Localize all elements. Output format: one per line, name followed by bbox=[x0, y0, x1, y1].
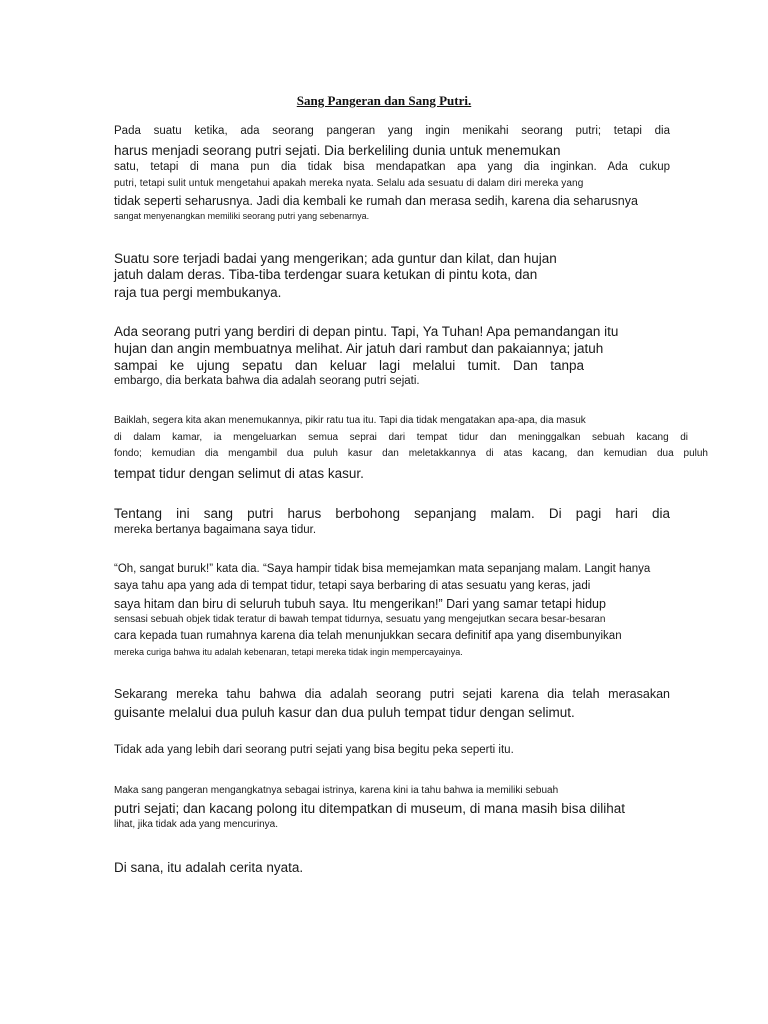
paragraph-4-line-2: di dalam kamar, ia mengeluarkan semua seprai dari tempat tidur dan meninggalkan sebuah kacang di bbox=[114, 432, 688, 443]
paragraph-6-line-4: sensasi sebuah objek tidak teratur di bawah tempat tidurnya, sesuatu yang mengejutkan secara besar-besaran bbox=[114, 614, 606, 625]
paragraph-1-line-2: harus menjadi seorang putri sejati. Dia berkeliling dunia untuk menemukan bbox=[114, 143, 561, 158]
paragraph-9-line-1: Maka sang pangeran mengangkatnya sebagai istrinya, karena kini ia tahu bahwa ia memiliki sebuah bbox=[114, 785, 559, 796]
paragraph-6-line-3: saya hitam dan biru di seluruh tubuh saya. Itu mengerikan!” Dari yang samar tetapi hidup bbox=[114, 597, 606, 611]
paragraph-5-line-2: mereka bertanya bagaimana saya tidur. bbox=[114, 524, 317, 536]
paragraph-9-line-3: lihat, jika tidak ada yang mencurinya. bbox=[114, 819, 278, 830]
paragraph-9-line-2: putri sejati; dan kacang polong itu ditempatkan di museum, di mana masih bisa dilihat bbox=[114, 801, 626, 816]
paragraph-4-line-4: tempat tidur dengan selimut di atas kasur. bbox=[114, 466, 364, 481]
paragraph-7-line-2: guisante melalui dua puluh kasur dan dua puluh tempat tidur dengan selimut. bbox=[114, 705, 575, 720]
paragraph-1-line-1: Pada suatu ketika, ada seorang pangeran yang ingin menikahi seorang putri; tetapi dia bbox=[114, 125, 670, 137]
paragraph-1-line-4: putri, tetapi sulit untuk mengetahui apakah mereka nyata. Selalu ada sesuatu di dalam diri mereka yang bbox=[114, 178, 584, 189]
paragraph-2-line-2: jatuh dalam deras. Tiba-tiba terdengar suara ketukan di pintu kota, dan bbox=[114, 267, 538, 282]
paragraph-2-line-3: raja tua pergi membukanya. bbox=[114, 285, 282, 300]
document-title: Sang Pangeran dan Sang Putri. bbox=[296, 93, 472, 108]
paragraph-3-line-2: hujan dan angin membuatnya melihat. Air jatuh dari rambut dan pakaiannya; jatuh bbox=[114, 341, 604, 356]
paragraph-10-line-1: Di sana, itu adalah cerita nyata. bbox=[114, 860, 304, 875]
paragraph-8-line-1: Tidak ada yang lebih dari seorang putri sejati yang bisa begitu peka seperti itu. bbox=[114, 744, 514, 756]
paragraph-3-line-3: sampai ke ujung sepatu dan keluar lagi melalui tumit. Dan tanpa bbox=[114, 358, 584, 373]
paragraph-1-line-5: tidak seperti seharusnya. Jadi dia kembali ke rumah dan merasa sedih, karena dia seharusnya bbox=[114, 194, 638, 208]
paragraph-5-line-1: Tentang ini sang putri harus berbohong sepanjang malam. Di pagi hari dia bbox=[114, 506, 670, 521]
paragraph-3-line-1: Ada seorang putri yang berdiri di depan pintu. Tapi, Ya Tuhan! Apa pemandangan itu bbox=[114, 324, 619, 339]
paragraph-4-line-3: fondo; kemudian dia mengambil dua puluh kasur dan meletakkannya di atas kacang, dan kemudian dua puluh bbox=[114, 448, 708, 459]
paragraph-3-line-4: embargo, dia berkata bahwa dia adalah seorang putri sejati. bbox=[114, 375, 420, 387]
paragraph-1-line-3: satu, tetapi di mana pun dia tidak bisa mendapatkan apa yang dia inginkan. Ada cukup bbox=[114, 161, 670, 173]
paragraph-7-line-1: Sekarang mereka tahu bahwa dia adalah seorang putri sejati karena dia telah merasakan bbox=[114, 687, 670, 701]
paragraph-6-line-5: cara kepada tuan rumahnya karena dia telah menunjukkan secara definitif apa yang disembunyikan bbox=[114, 630, 622, 642]
paragraph-2-line-1: Suatu sore terjadi badai yang mengerikan; ada guntur dan kilat, dan hujan bbox=[114, 251, 557, 266]
paragraph-6-line-2: saya tahu apa yang ada di tempat tidur, tetapi saya berbaring di atas sesuatu yang keras, jadi bbox=[114, 580, 591, 592]
paragraph-6-line-1: “Oh, sangat buruk!” kata dia. “Saya hampir tidak bisa memejamkan mata sepanjang malam. Langit hanya bbox=[114, 563, 651, 575]
paragraph-4-line-1: Baiklah, segera kita akan menemukannya, pikir ratu tua itu. Tapi dia tidak mengatakan apa-apa, dia masuk bbox=[114, 415, 586, 426]
paragraph-6-line-6: mereka curiga bahwa itu adalah kebenaran, tetapi mereka tidak ingin mempercayainya. bbox=[114, 647, 463, 657]
paragraph-1-line-6: sangat menyenangkan memiliki seorang putri yang sebenarnya. bbox=[114, 211, 370, 221]
